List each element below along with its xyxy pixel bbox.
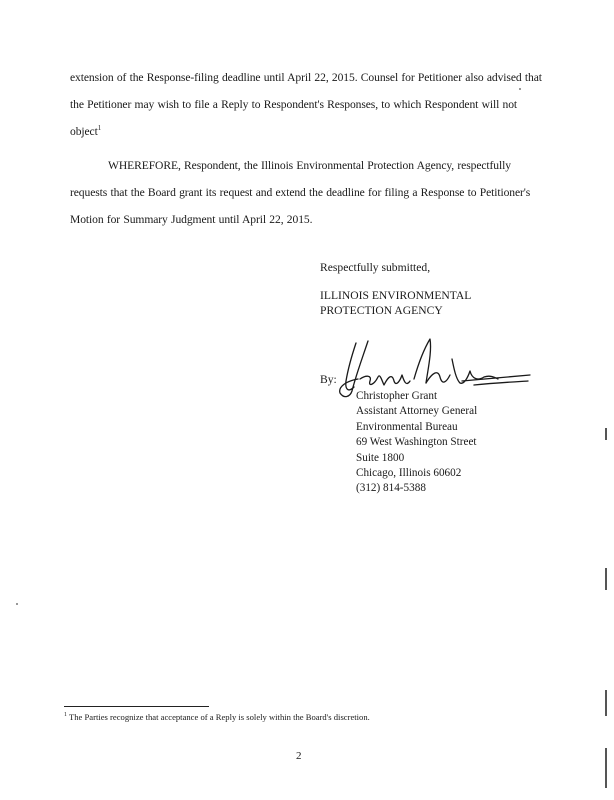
signer-bureau: Environmental Bureau: [356, 420, 458, 433]
signer-details: [356, 389, 477, 497]
scan-speck: [16, 603, 18, 605]
scan-edge-mark: [605, 428, 607, 440]
closing-line: Respectfully submitted,: [320, 261, 431, 274]
page-number: 2: [296, 750, 302, 762]
by-label: By:: [320, 373, 337, 386]
signer-phone: (312) 814-5388: [356, 482, 426, 495]
scan-edge-mark: [605, 568, 607, 590]
footnote: [64, 712, 370, 722]
footnote-reference: 1: [97, 124, 102, 133]
scan-speck: [519, 88, 521, 90]
agency-name: [320, 288, 471, 318]
footnote-marker: 1: [64, 712, 67, 719]
signer-city: Chicago, Illinois 60602: [356, 467, 462, 480]
body-paragraph-2: WHEREFORE, Respondent, the Illinois Environmental Protection Agency, respectfully requests that the Board grant its request and extend the deadline for filing a Response to Petitioner's Motion for Summary Judgment until April 22, 2015.: [70, 159, 531, 226]
signer-name: Christopher Grant: [356, 390, 438, 402]
footnote-divider: [64, 706, 209, 707]
footnote-text: The Parties recognize that acceptance of a Reply is solely within the Board's discretion.: [69, 712, 370, 722]
scan-edge-mark: [605, 748, 607, 788]
paragraph-1-text: extension of the Response-filing deadline until April 22, 2015. Counsel for Petitioner also advised that the Petitioner may wish to file a Reply to Respondent's Responses, to which Respondent will not object: [70, 71, 542, 138]
body-paragraph-1: [70, 64, 550, 145]
signer-suite: Suite 1800: [356, 451, 405, 464]
signer-street: 69 West Washington Street: [356, 436, 477, 449]
agency-name-line-1: ILLINOIS ENVIRONMENTAL: [320, 289, 472, 302]
scan-edge-mark: [605, 690, 607, 716]
signer-title: Assistant Attorney General: [356, 405, 478, 418]
agency-name-line-2: PROTECTION AGENCY: [320, 304, 443, 317]
